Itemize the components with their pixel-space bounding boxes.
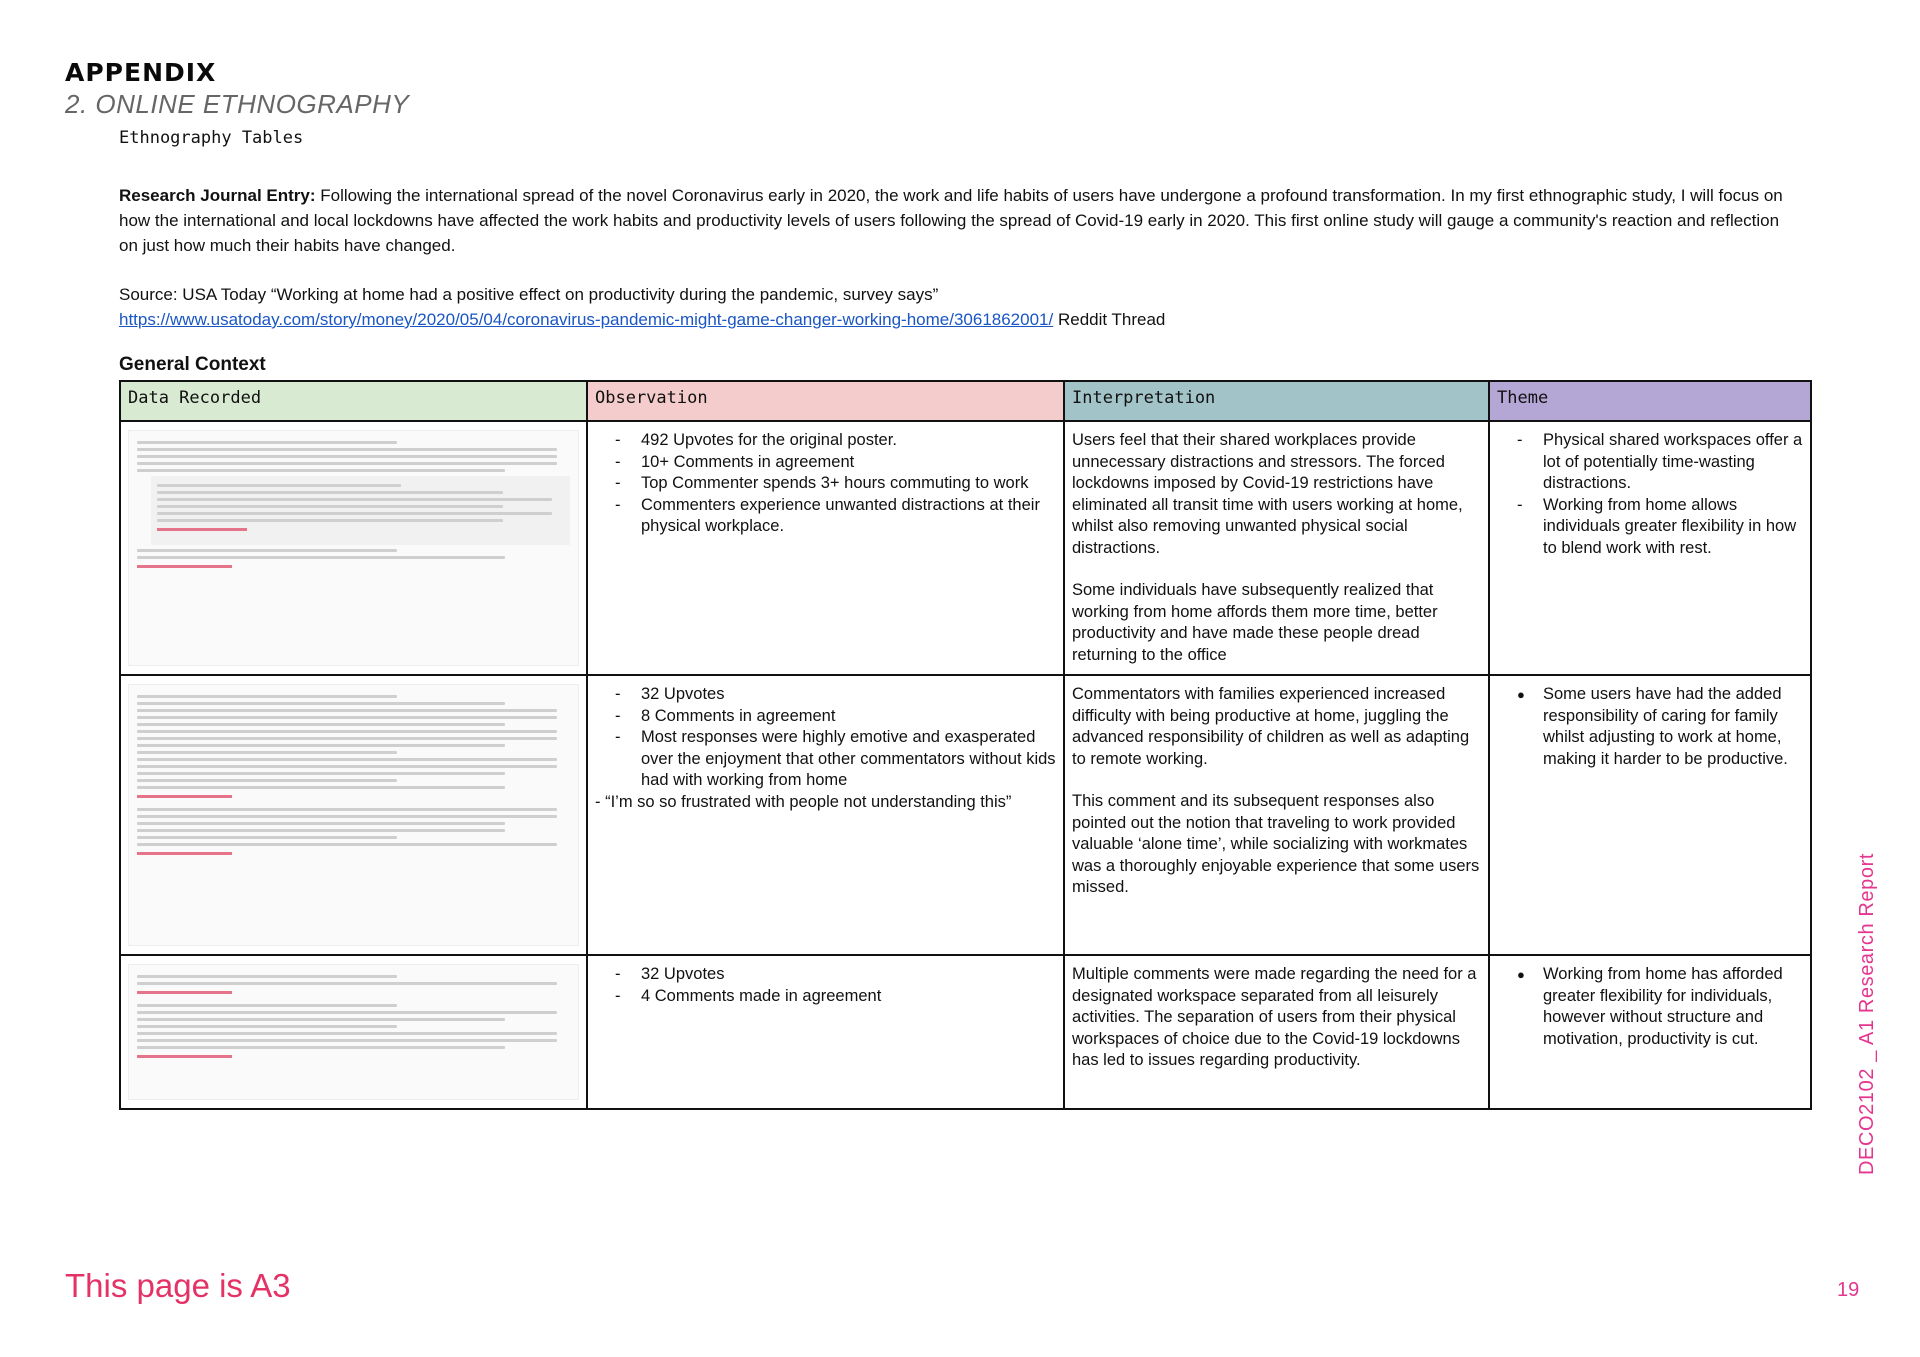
interpretation-cell [1064, 955, 1489, 1109]
table-row [120, 675, 1811, 955]
source-suffix: Reddit Thread [1053, 310, 1166, 329]
header-observation: Observation [587, 381, 1064, 421]
observation-cell [587, 675, 1064, 955]
list-item: - Commenters experience unwanted distractions at their physical workplace. [641, 495, 1056, 538]
list-item: - Physical shared workspaces offer a lot of potentially time-wasting distractions. [1543, 430, 1803, 495]
table-row [120, 955, 1811, 1109]
reddit-thread-screenshot [128, 430, 579, 666]
header-data-recorded: Data Recorded [120, 381, 587, 421]
interpretation-paragraph: Multiple comments were made regarding the need for a designated workspace separated from all leisurely activities. The separation of users from their physical workspaces of choice due to the Covid-19 lockdowns has led to issues regarding productivity. [1072, 965, 1477, 1069]
interpretation-cell [1064, 675, 1489, 955]
list-item: - 32 Upvotes [641, 684, 1056, 706]
header-interpretation: Interpretation [1064, 381, 1489, 421]
journal-label: Research Journal Entry: [119, 186, 316, 205]
section-title: 2. ONLINE ETHNOGRAPHY [65, 89, 410, 119]
ethnography-table [119, 380, 1812, 1110]
source-block [119, 282, 1165, 332]
interpretation-cell [1064, 421, 1489, 675]
theme-cell [1489, 675, 1811, 955]
list-item: - 4 Comments made in agreement [641, 986, 1056, 1008]
table-row [120, 421, 1811, 675]
journal-text: Following the international spread of the novel Coronavirus early in 2020, the work and life habits of users have undergone a profound transformation. In my first ethnographic study, I will focus on how the international and local lockdowns have affected the work habits and productivity levels of users following the spread of Covid-19 early in 2020. This first online study will gauge a community's reaction and reflection on just how much their habits have changed. [119, 186, 1783, 255]
list-item: - 10+ Comments in agreement [641, 452, 1056, 474]
page-size-note: This page is A3 [65, 1267, 291, 1304]
list-item: ● Working from home has afforded greater flexibility for individuals, however without structure and motivation, productivity is cut. [1543, 964, 1803, 1050]
report-sidebar [1856, 835, 1886, 1175]
observation-cell [587, 955, 1064, 1109]
screenshot-cell [120, 675, 587, 955]
screenshot-cell [120, 421, 587, 675]
list-item: - 8 Comments in agreement [641, 706, 1056, 728]
theme-cell [1489, 421, 1811, 675]
observation-cell [587, 421, 1064, 675]
header-theme: Theme [1489, 381, 1811, 421]
appendix-heading: APPENDIX [65, 58, 217, 87]
list-item: - Working from home allows individuals greater flexibility in how to blend work with rest. [1543, 495, 1803, 560]
general-context-heading: General Context [119, 354, 266, 375]
list-item: - Most responses were highly emotive and exasperated over the enjoyment that other commentators without kids had with working from home [641, 727, 1056, 792]
research-journal-entry [119, 183, 1799, 258]
interpretation-paragraph: Users feel that their shared workplaces provide unnecessary distractions and stressors. The forced lockdowns imposed by Covid-19 restrictions have eliminated all transit time with users working at home, whilst also removing unwanted physical social distractions. [1072, 431, 1463, 557]
interpretation-paragraph: Some individuals have subsequently realized that working from home affords them more time, better productivity and have made these people dread returning to the office [1072, 581, 1438, 664]
interpretation-paragraph: Commentators with families experienced increased difficulty with being productive at home, juggling the advanced responsibility of children as well as adapting to remote working. [1072, 685, 1470, 768]
source-title: Source: USA Today “Working at home had a positive effect on productivity during the pandemic, survey says” [119, 285, 939, 304]
theme-cell [1489, 955, 1811, 1109]
source-link[interactable]: https://www.usatoday.com/story/money/2020/05/04/coronavirus-pandemic-might-game-changer-working-home/3061862001/ [119, 310, 1054, 329]
list-item: - 492 Upvotes for the original poster. [641, 430, 1056, 452]
list-item: - Top Commenter spends 3+ hours commuting to work [641, 473, 1056, 495]
reddit-thread-screenshot [128, 684, 579, 946]
list-item: - 32 Upvotes [641, 964, 1056, 986]
sidebar-label: DECO2102 _ A1 Research Report [1856, 852, 1878, 1175]
subheading: Ethnography Tables [119, 128, 304, 148]
reddit-thread-screenshot [128, 964, 579, 1100]
page-number: 19 [1837, 1279, 1860, 1301]
observation-quote: - “I’m so so frustrated with people not understanding this” [595, 792, 1012, 811]
list-item: ● Some users have had the added responsibility of caring for family whilst adjusting to work at home, making it harder to be productive. [1543, 684, 1803, 770]
interpretation-paragraph: This comment and its subsequent responses also pointed out the notion that traveling to work provided valuable ‘alone time’, while socializing with workmates was a thoroughly enjoyable experience that some users missed. [1072, 792, 1480, 896]
screenshot-cell [120, 955, 587, 1109]
